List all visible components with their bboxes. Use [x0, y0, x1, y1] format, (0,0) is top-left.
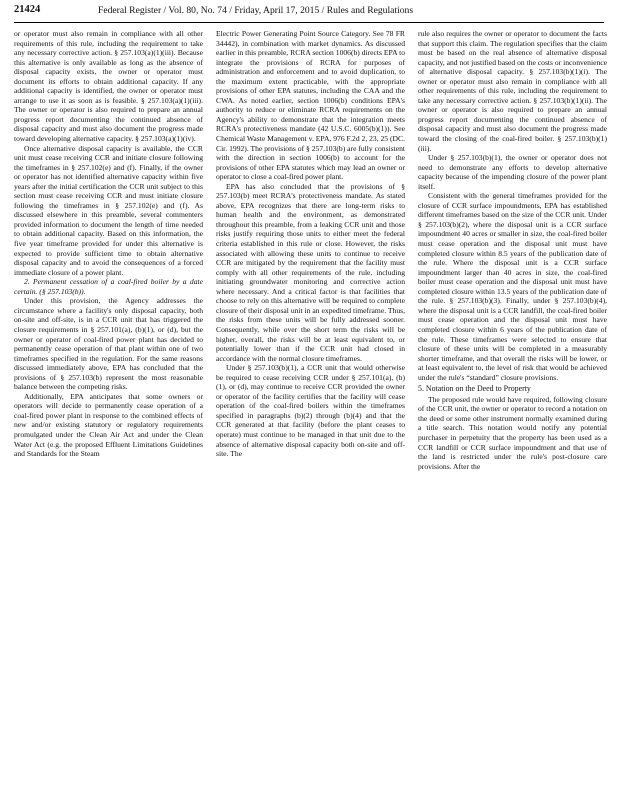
paragraph: Under this provision, the Agency addresses the circumstance where a facility's only disposal capacity, both on-site and off-site, is in a CCR unit that has triggered the closure requirements in § 257.101(a), (b)(1), or (d), but the owner or operator of coal-fired power plant has decided to permanently cease operation of that plant within one of two timeframes specified in the regulation. For the same reasons discussed immediately above, EPA has concluded that the provisions of § 257.103(b) represent the most reasonable balance between the competing risks.	[14, 296, 203, 392]
paragraph: Additionally, EPA anticipates that some owners or operators will decide to permanently cease operation of a coal-fired power plant in response to the combined effects of new and/or existing statutory or regulatory requirements promulgated under the Clean Air Act and under the Clean Water Act (e.g. the proposed Effluent Limitations Guidelines and Standards for the Steam	[14, 391, 203, 459]
paragraph: or operator must also remain in compliance with all other requirements of this rule, including the requirement to take any necessary corrective action. § 257.103(a)(1)(iii). Because this alternative is only available as long as the absence of disposal capacity exists, the owner or operator must document its efforts to obtain additional capacity. If any additional capacity is identified, the owner or operator must arrange to use it as soon as is feasible. § 257.103(a)(1)(iii). The owner or operator is also required to prepare an annual progress report documenting the continued absence of disposal capacity and must also document the progress made toward developing alternative capacity. § 257.103(a)(1)(iv).	[14, 29, 203, 144]
section-heading: 5. Notation on the Deed to Property	[418, 384, 531, 394]
paragraph: The proposed rule would have required, following closure of the CCR unit, the owner or operator to record a notation on the deed or some other instrument normally examined during a title search. This notation would notify any potential purchaser in perpetuity that the property has been used as a CCR landfill or CCR surface impoundment and that use of the land is restricted under the rule's post-closure care provisions. After the	[418, 394, 607, 471]
page-header	[14, 4, 604, 20]
text-column-3	[418, 29, 607, 797]
text-column-2	[216, 29, 405, 797]
paragraph: Consistent with the general timeframes provided for the closure of CCR surface impoundments, EPA has established different timeframes based on the size of the CCR unit. Under § 257.103(b)(2), where the disposal unit is a CCR surface impoundment 40 acres or smaller in size, the coal-fired boiler must cease operation and the disposal unit must have completed closure within 8.5 years of the publication date of the rule. Where the disposal unit is a CCR surface impoundment larger than 40 acres in size, the coal-fired boiler must cease operation and the disposal unit must have completed closure within 13.5 years of the publication date of the rule. § 257.103(b)(3). Finally, under § 257.103(b)(4), where the disposal unit is a CCR landfill, the coal-fired boiler must cease operation and the disposal unit must have completed closure within 6 years of the publication date of the rule. These timeframes were selected to ensure that closure of these units will be completed in a measurably shorter timeframe, and that overall the risks will be lower, or at least equivalent to, the level of risk that would be achieved under the rule's “standard” closure provisions.	[418, 191, 607, 382]
text-column-1	[14, 29, 203, 797]
paragraph: rule also requires the owner or operator to document the facts that support this claim. The regulation specifies that the claim must be based on the real absence of alternative disposal capacity, and not justified based on the costs or inconvenience of alternative disposal capacity. § 257.103(b)(1)(i). The owner or operator must also remain in compliance with all other requirements of this rule, including the requirement to take any necessary corrective action. § 257.103(b)(1)(ii). The owner or operator is also required to prepare an annual progress report documenting the continued absence of disposal capacity and must also document the progress made toward the closing of the coal-fired boiler. § 257.103(b)(1)(iii).	[418, 29, 607, 153]
paragraph: Under § 257.103(b)(1), a CCR unit that would otherwise be required to cease receiving CCR under § 257.101(a), (b)(1), or (d), may continue to receive CCR provided the owner or operator of the facility certifies that the facility will cease operation of the coal-fired boilers within the timeframes specified in paragraphs (b)(2) through (b)(4) and that the CCR generated at that facility (before the plant ceases to operate) must continue to be managed in that unit due to the absence of alternative disposal capacity both on-site and off-site. The	[216, 363, 405, 459]
paragraph: Under § 257.103(b)(1), the owner or operator does not need to demonstrate any efforts to develop alternative capacity because of the impending closure of the power plant itself.	[418, 153, 607, 191]
running-title: Federal Register / Vol. 80, No. 74 / Friday, April 17, 2015 / Rules and Regulations	[98, 5, 414, 16]
paragraph: EPA has also concluded that the provisions of § 257.103(b) meet RCRA's protectiveness mandate. As stated above, EPA recognizes that there are long-term risks to human health and the environment, as demonstrated throughout this preamble, from a leaking CCR unit and those risks justify requiring those units to either meet the federal criteria established in this rule or close. However, the risks associated with allowing these units to continue to receive CCR are mitigated by the requirement that the facility must comply with all other requirements of the rule, including initiating groundwater monitoring and corrective action where necessary. And a critical factor is that facilities that choose to rely on this alternative will be required to complete closure of their disposal unit in an expedited timeframe. Thus, the risks from these units will be fully addressed sooner. Consequently, while over the short term the risks will be higher, overall, the risks will be at least equivalent to, or potentially lower than if the CCR unit had closed in accordance with the normal closure timeframes.	[216, 181, 405, 363]
paragraph: Electric Power Generating Point Source Category. See 78 FR 34442), in combination with market dynamics. As discussed earlier in this preamble, RCRA section 1006(b) directs EPA to integrate the provisions of RCRA for purposes of administration and enforcement and to avoid duplication, to the maximum extent practicable, with the appropriate provisions of other EPA statutes, including the CAA and the CWA. As noted earlier, section 1006(b) conditions EPA's authority to reduce or eliminate RCRA requirements on the Agency's ability to demonstrate that the integration meets RCRA's protectiveness mandate (42 U.S.C. 6005(b)(1)). See Chemical Waste Management v. EPA, 976 F.2d 2, 23, 25 (DC. Cir. 1992). The provisions of § 257.103(b) are fully consistent with the direction in section 1006(b) to account for the provisions of other EPA statutes which may lead an owner or operator to close a coal-fired power plant.	[216, 29, 405, 182]
page-number: 21424	[14, 4, 41, 15]
header-rule	[14, 22, 604, 23]
paragraph: Once alternative disposal capacity is available, the CCR unit must cease receiving CCR and initiate closure following the timeframes in § 257.102(e) and (f). Finally, if the owner or operator has not identified alternative capacity within five years after the initial certification the CCR unit subject to this section must cease receiving CCR and must initiate closure following the timeframes in § 257.102(e) and (f). As discussed elsewhere in this preamble, several commenters provided information to document the length of time needed to obtain additional capacity. Based on this information, the five year timeframe provided for under this alternative is expected to provide sufficient time to obtain alternative disposal capacity and to avoid the consequences of a forced immediate closure of a power plant.	[14, 143, 203, 277]
subsection-title: 2. Permanent cessation of a coal-fired boiler by a date certain. (§ 257.103(b)).	[14, 277, 203, 296]
